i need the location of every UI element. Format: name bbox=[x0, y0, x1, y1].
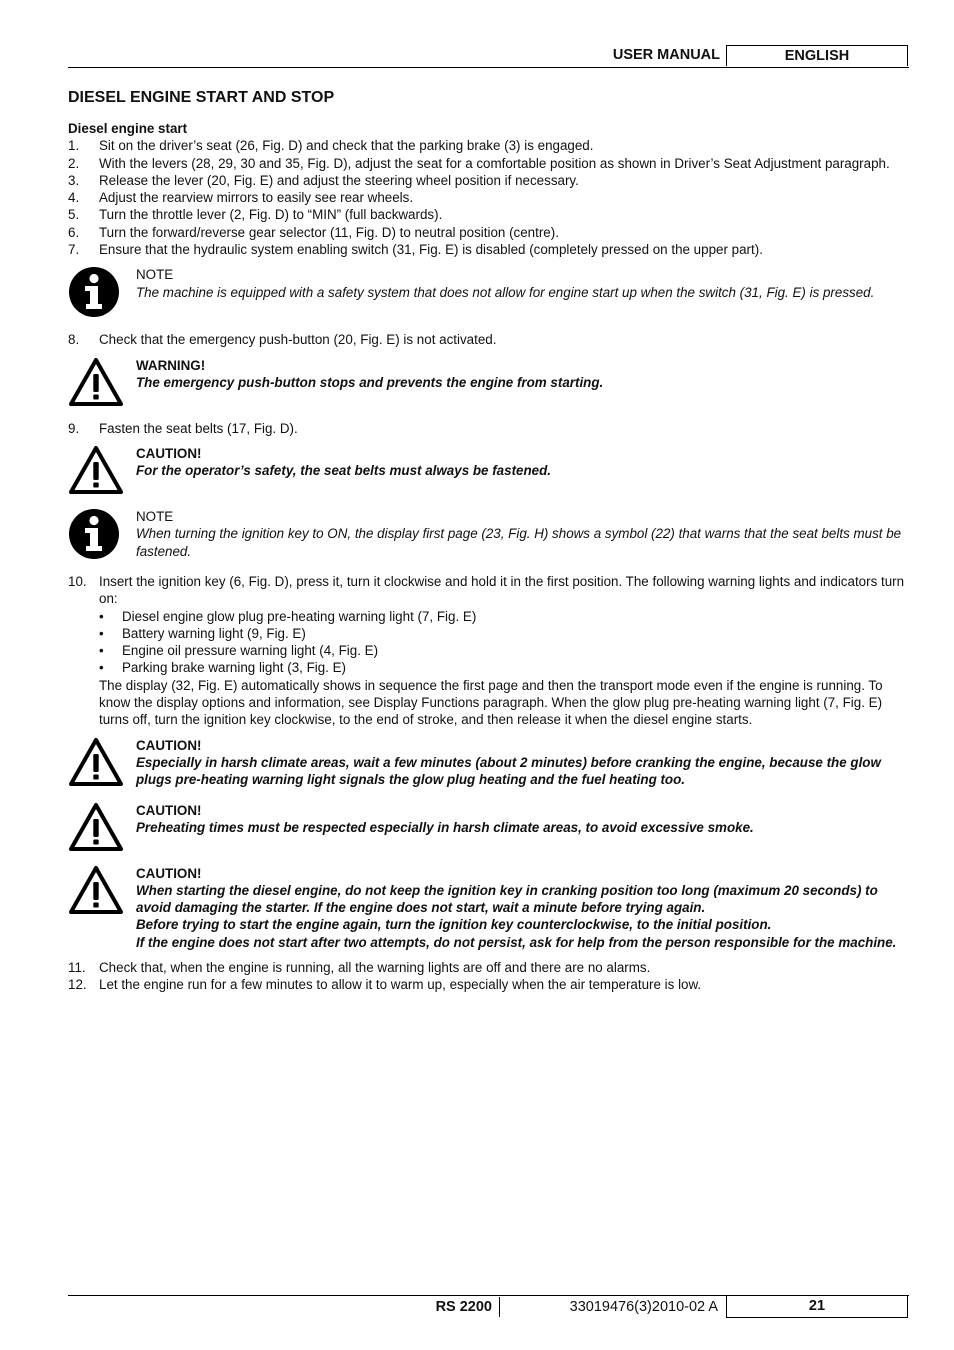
step-text: With the levers (28, 29, 30 and 35, Fig. D), adjust the seat for a comfortable position as shown in Driver’s Seat Adjustment paragraph. bbox=[99, 155, 890, 171]
step-text: Sit on the driver’s seat (26, Fig. D) and check that the parking brake (3) is engaged. bbox=[99, 138, 594, 154]
step-item bbox=[68, 189, 910, 206]
note-text: The machine is equipped with a safety system that does not allow for engine start up when the switch (31, Fig. E) is pressed. bbox=[136, 284, 875, 300]
bullet-text: Battery warning light (9, Fig. E) bbox=[122, 625, 306, 641]
caution-text-line2: Before trying to start the engine again, turn the ignition key counterclockwise, to the initial position. bbox=[136, 917, 772, 933]
caution-text-line3: If the engine does not start after two attempts, do not persist, ask for help from the person responsible for the machine. bbox=[136, 934, 897, 950]
step-text: Turn the forward/reverse gear selector (11, Fig. D) to neutral position (centre). bbox=[99, 224, 559, 240]
step-item bbox=[68, 241, 910, 258]
step-text: Ensure that the hydraulic system enabling switch (31, Fig. E) is disabled (completely pressed on the upper part). bbox=[99, 242, 763, 258]
step-number: 3. bbox=[68, 172, 80, 188]
note-box bbox=[68, 508, 910, 560]
note-text: When turning the ignition key to ON, the display first page (23, Fig. H) shows a symbol (22) that warns that the seat belts must be fastened. bbox=[136, 526, 902, 559]
section-title: DIESEL ENGINE START AND STOP bbox=[68, 89, 335, 106]
caution-title: CAUTION! bbox=[136, 445, 202, 461]
step-followup-text: The display (32, Fig. E) automatically shows in sequence the first page and then the transport mode even if the engine is running. To know the display options and information, see Display Functions paragraph. When the glow plug pre-heating warning light (7, Fig. E) turns off, turn the ignition key clockwise, to the end of stroke, and then release it when the diesel engine starts. bbox=[99, 677, 883, 728]
step-number: 7. bbox=[68, 242, 80, 258]
step-text: Adjust the rearview mirrors to easily see rear wheels. bbox=[99, 190, 414, 206]
warning-icon bbox=[68, 802, 136, 852]
bullet-list bbox=[99, 608, 910, 677]
bullet-mark: • bbox=[99, 608, 104, 624]
step-item bbox=[68, 420, 910, 437]
header-divider bbox=[68, 67, 909, 68]
bullet-item bbox=[99, 625, 910, 642]
step-number: 12. bbox=[68, 977, 87, 993]
step-number: 11. bbox=[68, 960, 86, 976]
header-manual-label: USER MANUAL bbox=[612, 47, 720, 63]
footer-document-code: 33019476(3)2010-02 A bbox=[569, 1299, 718, 1315]
bullet-text: Parking brake warning light (3, Fig. E) bbox=[122, 660, 347, 676]
step-text: Turn the throttle lever (2, Fig. D) to “MIN” (full backwards). bbox=[99, 207, 443, 223]
bullet-item bbox=[99, 608, 910, 625]
info-icon bbox=[68, 266, 136, 318]
note-title: NOTE bbox=[136, 508, 174, 524]
subsection-title: Diesel engine start bbox=[68, 121, 188, 136]
warning-box bbox=[68, 357, 910, 407]
step-item bbox=[68, 206, 910, 223]
note-title: NOTE bbox=[136, 267, 174, 283]
caution-title: CAUTION! bbox=[136, 737, 202, 753]
step-number: 8. bbox=[68, 332, 80, 348]
warning-icon bbox=[68, 445, 136, 495]
footer-model: RS 2200 bbox=[435, 1299, 492, 1315]
warning-icon bbox=[68, 357, 136, 407]
page-number: 21 bbox=[726, 1296, 908, 1318]
step-item bbox=[68, 573, 910, 729]
caution-title: CAUTION! bbox=[136, 802, 202, 818]
info-icon bbox=[68, 508, 136, 560]
step-number: 2. bbox=[68, 155, 80, 171]
bullet-item bbox=[99, 642, 910, 659]
caution-text: Preheating times must be respected especially in harsh climate areas, to avoid excessive smoke. bbox=[136, 819, 754, 835]
step-number: 9. bbox=[68, 420, 80, 436]
bullet-mark: • bbox=[99, 625, 104, 641]
step-number: 10. bbox=[68, 573, 87, 589]
footer-separator bbox=[499, 1297, 500, 1317]
step-text: Insert the ignition key (6, Fig. D), press it, turn it clockwise and hold it in the first position. The following warning lights and indicators turn on: bbox=[99, 573, 905, 607]
step-text: Check that, when the engine is running, all the warning lights are off and there are no alarms. bbox=[99, 960, 651, 976]
steps-list-b bbox=[68, 959, 910, 994]
page-content bbox=[68, 86, 910, 994]
caution-box bbox=[68, 802, 910, 852]
caution-box bbox=[68, 737, 910, 789]
caution-text-line1: When starting the diesel engine, do not keep the ignition key in cranking position too long (maximum 20 seconds) to avoid damaging the starter. If the engine does not start, wait a minute before trying again. bbox=[136, 882, 878, 916]
caution-text: For the operator’s safety, the seat belts must always be fastened. bbox=[136, 463, 551, 479]
header-language: ENGLISH bbox=[726, 45, 908, 66]
step-text: Let the engine run for a few minutes to allow it to warm up, especially when the air temperature is low. bbox=[99, 977, 702, 993]
warning-icon bbox=[68, 737, 136, 787]
step-number: 1. bbox=[68, 138, 80, 154]
step-text: Release the lever (20, Fig. E) and adjust the steering wheel position if necessary. bbox=[99, 172, 579, 188]
step-text: Fasten the seat belts (17, Fig. D). bbox=[99, 420, 298, 436]
warning-icon bbox=[68, 865, 136, 915]
step-item bbox=[68, 224, 910, 241]
bullet-text: Engine oil pressure warning light (4, Fig. E) bbox=[122, 643, 379, 659]
bullet-text: Diesel engine glow plug pre-heating warning light (7, Fig. E) bbox=[122, 608, 477, 624]
step-item bbox=[68, 172, 910, 189]
step-number: 6. bbox=[68, 224, 80, 240]
bullet-mark: • bbox=[99, 643, 104, 659]
steps-list-a bbox=[68, 137, 910, 258]
step-item bbox=[68, 959, 910, 976]
step-number: 5. bbox=[68, 207, 80, 223]
step-text: Check that the emergency push-button (20, Fig. E) is not activated. bbox=[99, 332, 497, 348]
step-item bbox=[68, 137, 910, 154]
bullet-mark: • bbox=[99, 660, 104, 676]
step-item bbox=[68, 155, 910, 172]
bullet-item bbox=[99, 659, 910, 676]
caution-title: CAUTION! bbox=[136, 865, 202, 881]
caution-box bbox=[68, 865, 910, 951]
step-item bbox=[68, 976, 910, 993]
caution-text: Especially in harsh climate areas, wait a few minutes (about 2 minutes) before cranking the engine, because the glow plugs pre-heating warning light signals the glow plug heating and the fuel heating too. bbox=[136, 754, 881, 788]
caution-box bbox=[68, 445, 910, 495]
step-item bbox=[68, 331, 910, 348]
step-number: 4. bbox=[68, 190, 80, 206]
warning-text: The emergency push-button stops and prevents the engine from starting. bbox=[136, 374, 604, 390]
warning-title: WARNING! bbox=[136, 357, 206, 373]
note-box bbox=[68, 266, 910, 318]
